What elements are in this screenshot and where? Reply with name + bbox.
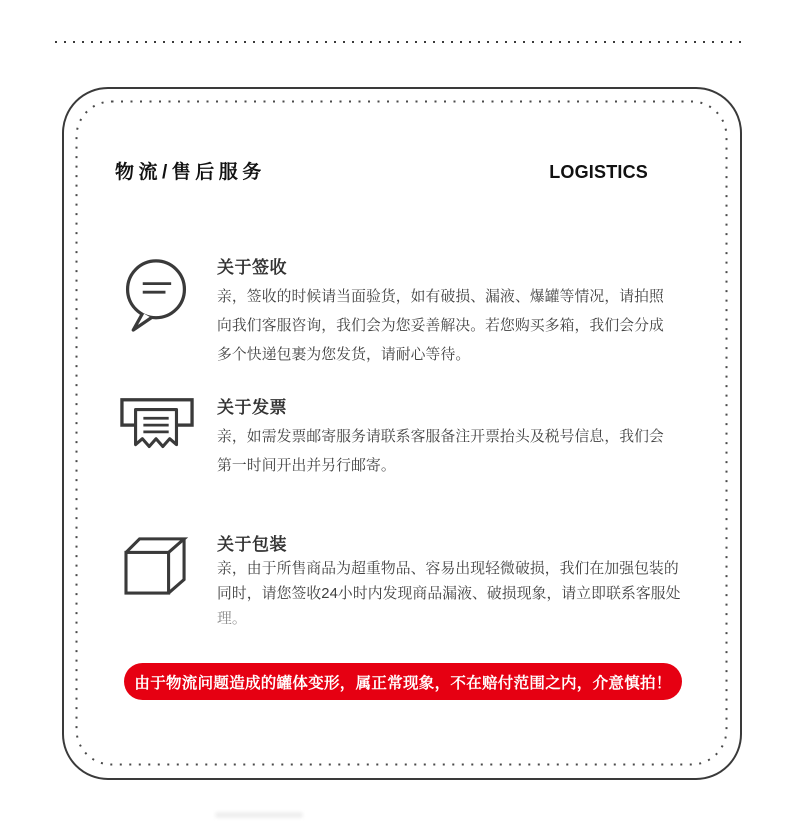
item-heading: 关于发票	[217, 398, 287, 417]
faded-artifact	[215, 812, 303, 818]
item-heading: 关于包装	[217, 535, 287, 554]
service-row-invoice	[120, 395, 663, 481]
service-row-packaging	[120, 533, 681, 627]
package-box-icon	[120, 535, 196, 595]
chat-bubble-icon	[120, 257, 196, 333]
body-line-clipped: 理。	[217, 611, 247, 627]
body-line: 同时，请您签收24小时内发现商品漏液、破损现象，请立即联系客服处	[217, 586, 681, 602]
service-text-block	[217, 533, 681, 627]
notice-banner	[124, 663, 682, 700]
receipt-icon	[120, 397, 196, 461]
item-body	[217, 557, 681, 627]
body-line: 亲，签收的时候请当面验货，如有破损、漏液、爆罐等情况，请拍照	[217, 289, 664, 305]
body-line: 亲，如需发票邮寄服务请联系客服备注开票抬头及税号信息，我们会	[217, 429, 664, 445]
service-card	[62, 87, 742, 780]
notice-text: 由于物流问题造成的罐体变形，属正常现象，不在赔付范围之内，介意慎拍！	[134, 674, 672, 692]
top-dotted-divider	[55, 41, 742, 43]
item-body	[217, 283, 663, 370]
service-row-receiving	[120, 255, 663, 370]
card-header	[115, 159, 648, 186]
item-body	[217, 423, 663, 481]
body-line: 向我们客服咨询，我们会为您妥善解决。若您购买多箱，我们会分成	[217, 318, 664, 334]
body-line: 第一时间开出并另行邮寄。	[217, 458, 396, 474]
body-line: 亲，由于所售商品为超重物品、容易出现轻微破损，我们在加强包装的	[217, 561, 679, 577]
page-title: 物流/售后服务	[115, 162, 266, 183]
item-heading: 关于签收	[217, 258, 287, 277]
service-text-block	[217, 255, 663, 370]
service-text-block	[217, 395, 663, 481]
body-line: 多个快递包裹为您发货，请耐心等待。	[217, 347, 471, 363]
page-title-en: LOGISTICS	[549, 162, 648, 182]
